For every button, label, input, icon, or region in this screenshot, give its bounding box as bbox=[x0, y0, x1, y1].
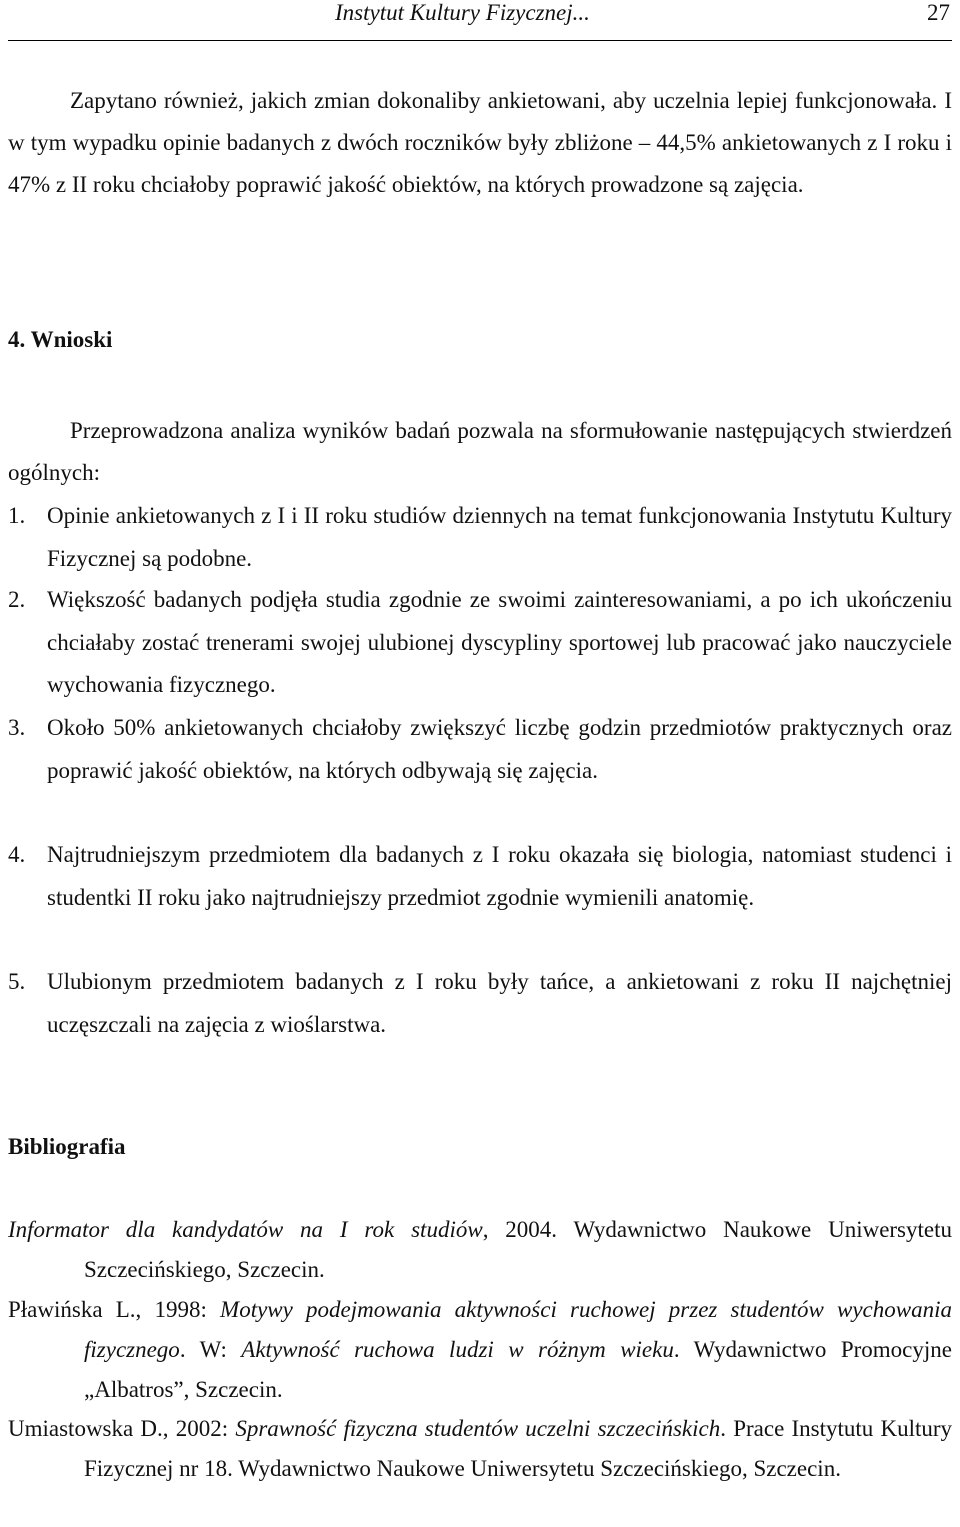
conclusion-number: 3. bbox=[8, 715, 26, 740]
bib-title: Sprawność fizyczna studentów uczelni szczecińskich bbox=[235, 1416, 721, 1441]
intro-paragraph: Zapytano również, jakich zmian dokonaliby ankietowani, aby uczelnia lepiej funkcjonowała. I w tym wypadku opinie badanych z dwóch roczników były zbliżone – 44,5% ankietowanych z I roku i 47% z II roku chciałoby poprawić jakość obiektów, na których prowadzone są zajęcia. bbox=[8, 88, 952, 197]
conclusion-text: Większość badanych podjęła studia zgodnie ze swoimi zainteresowaniami, a po ich ukończeniu chciałaby zostać trenerami swojej ulubionej dyscypliny sportowej lub pracować jako nauczyciele wychowania fizycznego. bbox=[47, 587, 952, 697]
bibliography-entry bbox=[8, 1409, 952, 1489]
conclusion-number: 2. bbox=[8, 587, 26, 612]
conclusion-number: 4. bbox=[8, 842, 26, 867]
section-heading: 4. Wnioski bbox=[8, 327, 113, 352]
conclusion-item bbox=[8, 834, 952, 919]
page-header bbox=[8, 0, 952, 41]
bib-author: Umiastowska D., 2002: bbox=[8, 1416, 236, 1441]
conclusion-text: Najtrudniejszym przedmiotem dla badanych z I roku okazała się biologia, natomiast studenci i studentki II roku jako najtrudniejszy przedmiot zgodnie wymienili anatomię. bbox=[47, 842, 952, 910]
conclusion-number: 1. bbox=[8, 503, 26, 528]
conclusion-text: Opinie ankietowanych z I i II roku studiów dziennych na temat funkcjonowania Instytutu Kultury Fizycznej są podobne. bbox=[47, 503, 952, 571]
bib-publisher: . Wydawnictwo Promocyjne „Albatros”, Szczecin. bbox=[84, 1337, 952, 1402]
conclusion-number: 5. bbox=[8, 969, 26, 994]
bibliography-entry bbox=[8, 1290, 952, 1410]
page-number: 27 bbox=[927, 0, 950, 25]
bib-publisher: . Prace Instytutu Kultury Fizycznej nr 18. Wydawnictwo Naukowe Uniwersytetu Szczecińskiego, Szczecin. bbox=[84, 1416, 953, 1481]
bib-publisher: , 2004. Wydawnictwo Naukowe Uniwersytetu Szczecińskiego, Szczecin. bbox=[84, 1217, 953, 1282]
conclusion-item bbox=[8, 707, 952, 792]
bib-title: Informator dla kandydatów na I rok studiów bbox=[8, 1217, 483, 1242]
bibliography-heading: Bibliografia bbox=[8, 1134, 126, 1159]
bib-author: Pławińska L., 1998: bbox=[8, 1297, 221, 1322]
conclusions-intro: Przeprowadzona analiza wyników badań pozwala na sformułowanie następujących stwierdzeń ogólnych: bbox=[8, 418, 952, 485]
bib-title: Motywy podejmowania aktywności ruchowej przez studentów wychowania fizycznego bbox=[84, 1297, 952, 1362]
bibliography-entry bbox=[8, 1210, 952, 1290]
conclusion-text: Ulubionym przedmiotem badanych z I roku były tańce, a ankietowani z roku II najchętniej uczęszczali na zajęcia z wioślarstwa. bbox=[47, 969, 952, 1037]
bib-separator: . W: bbox=[179, 1337, 242, 1362]
bib-book-title: Aktywność ruchowa ludzi w różnym wieku bbox=[241, 1337, 674, 1362]
conclusion-item bbox=[8, 961, 952, 1046]
conclusion-item bbox=[8, 495, 952, 580]
running-title: Instytut Kultury Fizycznej... bbox=[335, 0, 590, 25]
conclusion-item bbox=[8, 579, 952, 707]
conclusion-text: Około 50% ankietowanych chciałoby zwiększyć liczbę godzin przedmiotów praktycznych oraz poprawić jakość obiektów, na których odbywają się zajęcia. bbox=[47, 715, 952, 783]
